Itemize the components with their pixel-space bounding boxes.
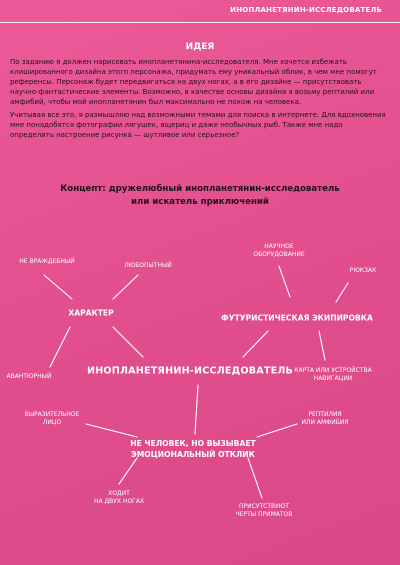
item-primate-traits: ПРИСУТСТВУЮТ ЧЕРТЫ ПРИМАТОВ (235, 503, 293, 518)
item-navigation: КАРТА ИЛИ УСТРОЙСТВА НАВИГАЦИИ (294, 367, 372, 382)
running-head: ИНОПЛАНЕТЯНИН-ИССЛЕДОВАТЕЛЬ (230, 6, 382, 14)
item-walks-two-legs: ХОДИТ НА ДВУХ НОГАХ (93, 490, 145, 505)
connector-character-curious (113, 275, 138, 299)
connector-emotion-reptile (257, 424, 297, 437)
concept-title-line2: или искатель приключений (131, 197, 269, 207)
item-reptile: РЕПТИЛИЯ ИЛИ АМФИБИЯ (301, 411, 349, 426)
character-node: ХАРАКТЕР (68, 308, 114, 318)
connector-character-not-hostile (44, 275, 72, 299)
equipment-node: ФУТУРИСТИЧЕСКАЯ ЭКИПИРОВКА (221, 313, 373, 323)
connector-emotion-primate (248, 458, 262, 498)
item-backpack: РЮКЗАК (349, 267, 377, 274)
trait-adventurous: АВАНТЮРНЫЙ (6, 373, 52, 380)
connector-emotion-face (86, 424, 137, 437)
research-paragraph: Учитывая все это, я размышляю над возможными темами для поиска в интернете. Для вдохновения мне понадобятся фотографии лягушек, ящериц и даже необычных рыб. Также мне надо определить настроение рисунка — шутливое или серьезное? (10, 111, 386, 139)
section-title: ИДЕЯ (185, 42, 215, 52)
trait-curious: ЛЮБОПЫТНЫЙ (124, 262, 172, 269)
concept-title-line1: Концепт: дружелюбный инопланетянин-исследователь (60, 184, 340, 194)
item-expressive-face: ВЫРАЗИТЕЛЬНОЕ ЛИЦО (24, 411, 80, 426)
connector-equipment-center (243, 331, 268, 357)
connector-equipment-science (279, 266, 290, 297)
connector-center-emotion (195, 385, 198, 434)
intro-paragraph: По заданию я должен нарисовать инопланетянина-исследователя. Мне хочется избежать клишированного дизайна этого персонажа, придумать ему уникальный облик, в чем мне помогут референсы. Персонаж будет передвигаться на двух ногах, а в его дизайне — присутствовать научно-фантастические элементы. Возможно, в качестве основы дизайна я возьму рептилий или амфибий, чтобы мой инопланетянин был максимально не похож на человека. (10, 58, 377, 106)
central-concept: ИНОПЛАНЕТЯНИН-ИССЛЕДОВАТЕЛЬ (86, 365, 294, 377)
connector-emotion-walks (119, 458, 137, 484)
trait-not-hostile: НЕ ВРАЖДЕБНЫЙ (19, 258, 75, 265)
connector-equipment-map (319, 331, 325, 360)
connector-character-adventurous (50, 327, 70, 367)
connector-equipment-backpack (336, 283, 348, 302)
connector-character-center (113, 327, 143, 357)
item-science-gear: НАУЧНОЕ ОБОРУДОВАНИЕ (253, 243, 305, 258)
emotion-node: НЕ ЧЕЛОВЕК, НО ВЫЗЫВАЕТ ЭМОЦИОНАЛЬНЫЙ ОТКЛИК (130, 439, 256, 459)
